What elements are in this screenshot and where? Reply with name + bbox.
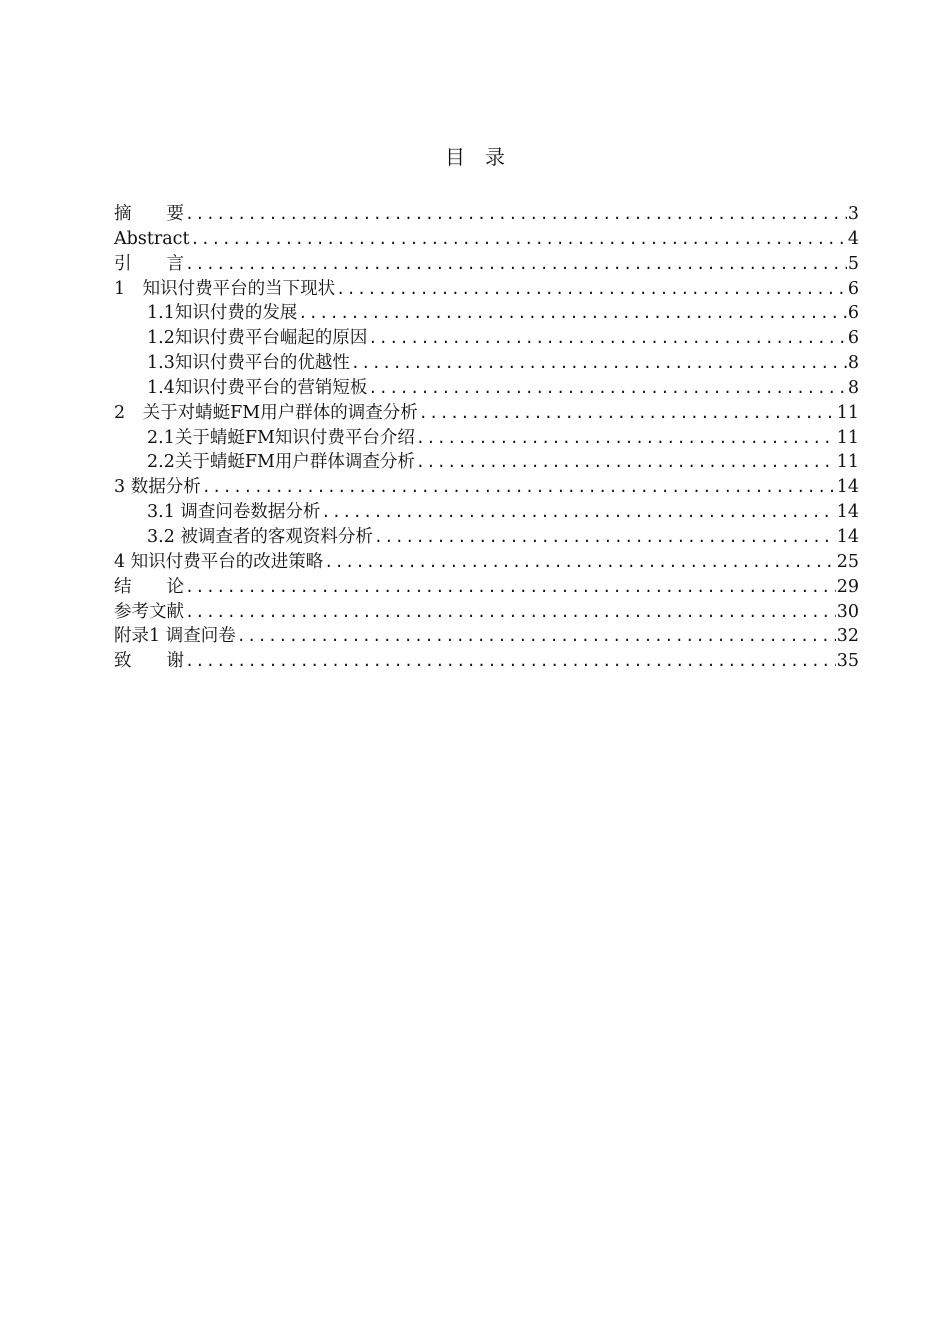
toc-leader-dots: [351, 351, 847, 375]
toc-leader-dots: [416, 426, 836, 450]
toc-leader-dots: [368, 326, 847, 350]
toc-leader-dots: [321, 500, 835, 524]
toc-leader-dots: [185, 575, 836, 599]
toc-entry-page: 14: [836, 526, 859, 547]
toc-leader-dots: [324, 550, 836, 574]
toc-entry-page: 4: [847, 228, 859, 249]
table-of-contents: [114, 202, 859, 674]
toc-entry-label: 附录1 调查问卷: [114, 626, 236, 647]
toc-entry-introduction[interactable]: [114, 252, 859, 277]
toc-entry-section-3-1[interactable]: [114, 500, 859, 525]
toc-entry-label: 摘 要: [114, 204, 184, 224]
toc-entry-label: 3 数据分析: [114, 477, 201, 498]
toc-entry-chapter-1[interactable]: [114, 277, 859, 302]
toc-leader-dots: [368, 376, 847, 400]
toc-entry-label: 1 知识付费平台的当下现状: [114, 278, 336, 299]
toc-leader-dots: [185, 649, 836, 673]
toc-entry-label: 2 关于对蜻蜓FM用户群体的调查分析: [114, 402, 418, 423]
toc-entry-label: 参考文献: [114, 601, 184, 622]
toc-entry-page: 11: [836, 402, 859, 423]
toc-entry-page: 6: [847, 303, 859, 324]
toc-entry-section-1-3[interactable]: [114, 351, 859, 376]
toc-entry-page: 5: [847, 253, 859, 274]
toc-entry-page: 3: [847, 204, 859, 224]
toc-entry-page: 11: [836, 427, 859, 448]
toc-entry-acknowledgements[interactable]: [114, 649, 859, 674]
toc-entry-appendix-1[interactable]: [114, 624, 859, 649]
toc-entry-abstract-en[interactable]: [114, 227, 859, 252]
toc-entry-chapter-3[interactable]: [114, 475, 859, 500]
toc-leader-dots: [185, 252, 847, 276]
page-title: 目 录: [445, 145, 505, 169]
toc-entry-page: 6: [847, 328, 859, 349]
toc-entry-page: 11: [836, 452, 859, 473]
toc-leader-dots: [336, 277, 847, 301]
toc-entry-label: 2.2关于蜻蜓FM用户群体调查分析: [147, 452, 415, 473]
toc-entry-section-1-4[interactable]: [114, 376, 859, 401]
toc-leader-dots: [416, 450, 836, 474]
toc-entry-label: 2.1关于蜻蜓FM知识付费平台介绍: [147, 427, 415, 448]
toc-leader-dots: [237, 624, 836, 648]
toc-entry-section-1-1[interactable]: [114, 301, 859, 326]
toc-entry-page: 14: [836, 477, 859, 498]
toc-entry-label: 4 知识付费平台的改进策略: [114, 551, 324, 572]
toc-entry-label: 1.4知识付费平台的营销短板: [147, 377, 368, 398]
toc-entry-section-2-2[interactable]: [114, 450, 859, 475]
toc-entry-page: 32: [836, 626, 859, 647]
toc-entry-label: 致 谢: [114, 651, 184, 672]
toc-entry-label: 3.2 被调查者的客观资料分析: [147, 526, 373, 547]
toc-leader-dots: [202, 475, 836, 499]
toc-leader-dots: [185, 202, 847, 226]
toc-leader-dots: [419, 401, 836, 425]
toc-entry-page: 29: [836, 576, 859, 597]
toc-entry-section-1-2[interactable]: [114, 326, 859, 351]
toc-entry-abstract-cn[interactable]: [114, 202, 859, 227]
toc-entry-label: 3.1 调查问卷数据分析: [147, 502, 321, 523]
toc-entry-conclusion[interactable]: [114, 575, 859, 600]
toc-entry-page: 6: [847, 278, 859, 299]
toc-leader-dots: [374, 525, 836, 549]
toc-entry-chapter-4[interactable]: [114, 550, 859, 575]
toc-entry-page: 30: [836, 601, 859, 622]
toc-entry-label: 1.3知识付费平台的优越性: [147, 353, 350, 374]
toc-entry-label: 引 言: [114, 253, 184, 274]
toc-entry-page: 8: [847, 353, 859, 374]
toc-leader-dots: [298, 301, 847, 325]
toc-leader-dots: [185, 600, 836, 624]
toc-entry-page: 14: [836, 502, 859, 523]
toc-entry-page: 25: [836, 551, 859, 572]
toc-entry-references[interactable]: [114, 600, 859, 625]
toc-entry-chapter-2[interactable]: [114, 401, 859, 426]
toc-entry-label: 结 论: [114, 576, 184, 597]
toc-entry-section-3-2[interactable]: [114, 525, 859, 550]
toc-entry-label: 1.2知识付费平台崛起的原因: [147, 328, 368, 349]
toc-entry-label: 1.1知识付费的发展: [147, 303, 298, 324]
toc-entry-section-2-1[interactable]: [114, 426, 859, 451]
toc-leader-dots: [191, 227, 847, 251]
toc-entry-label: Abstract: [114, 228, 190, 249]
toc-entry-page: 35: [836, 651, 859, 672]
toc-entry-page: 8: [847, 377, 859, 398]
